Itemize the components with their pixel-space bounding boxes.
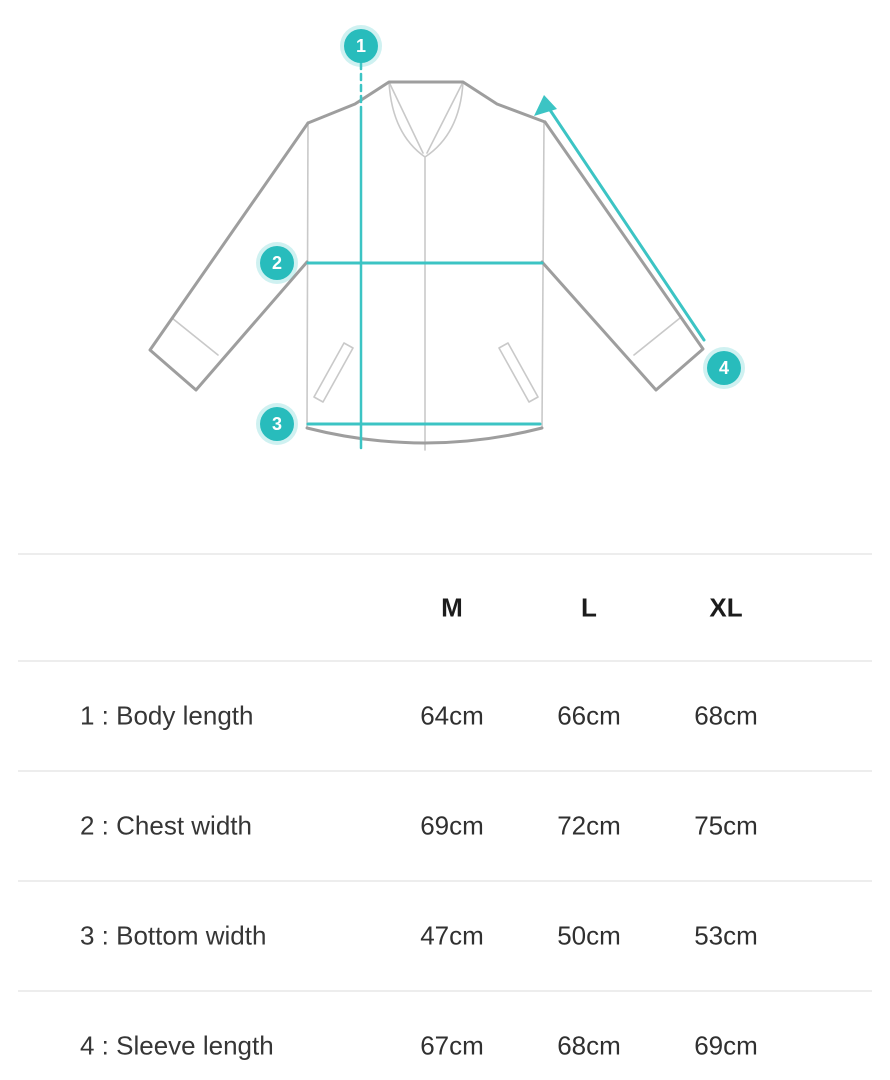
- row-value-xl: 53cm: [694, 920, 758, 951]
- size-column-l: L: [581, 592, 597, 622]
- size-table-header-row: [18, 553, 872, 660]
- row-value-m: 47cm: [420, 920, 484, 951]
- marker-number: 3: [271, 414, 282, 434]
- row-value-l: 66cm: [557, 700, 621, 731]
- row-label: 2 : Chest width: [80, 810, 252, 841]
- table-row-bottom-width: [18, 880, 872, 990]
- row-value-l: 68cm: [557, 1030, 621, 1061]
- table-row-body-length: [18, 660, 872, 770]
- row-value-m: 67cm: [420, 1030, 484, 1061]
- table-row-chest-width: [18, 770, 872, 880]
- marker-chest-width: [260, 246, 294, 280]
- size-table: [0, 553, 890, 1080]
- size-column-m: M: [441, 592, 463, 622]
- marker-bottom-width: [260, 407, 294, 441]
- row-label: 4 : Sleeve length: [80, 1030, 274, 1061]
- marker-number: 1: [355, 36, 366, 56]
- row-value-m: 64cm: [420, 700, 484, 731]
- row-value-l: 72cm: [557, 810, 621, 841]
- jacket-size-diagram: [0, 0, 890, 530]
- marker-body-length: [344, 29, 378, 63]
- marker-number: 2: [271, 253, 282, 273]
- marker-sleeve-length: [707, 351, 741, 385]
- table-row-sleeve-length: [18, 990, 872, 1080]
- row-value-m: 69cm: [420, 810, 484, 841]
- row-value-xl: 75cm: [694, 810, 758, 841]
- row-label: 3 : Bottom width: [80, 920, 267, 951]
- jacket-diagram-svg: [0, 0, 890, 530]
- row-value-l: 50cm: [557, 920, 621, 951]
- row-value-xl: 68cm: [694, 700, 758, 731]
- size-column-xl: XL: [709, 592, 743, 622]
- row-value-xl: 69cm: [694, 1030, 758, 1061]
- marker-number: 4: [718, 358, 729, 378]
- row-label: 1 : Body length: [80, 700, 254, 731]
